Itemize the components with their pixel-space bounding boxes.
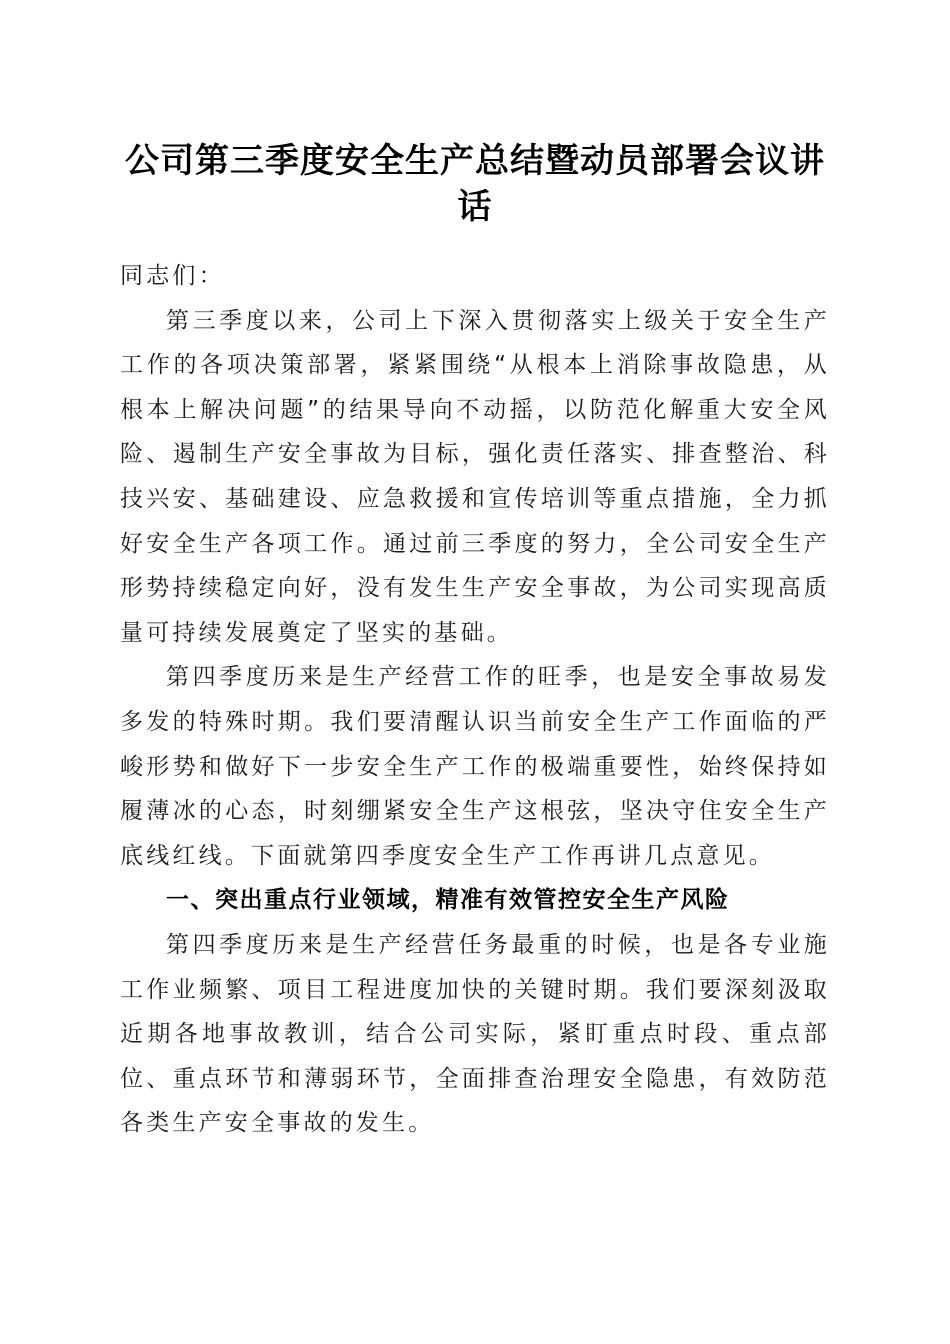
section-paragraph: 第四季度历来是生产经营任务最重的时候，也是各专业施工作业频繁、项目工程进度加快的关键时期。我们要深刻汲取近期各地事故教训，结合公司实际，紧盯重点时段、重点部位、重点环节和薄弱环节，全面排查治理安全隐患，有效防范各类生产安全事故的发生。 [120,931,830,1137]
document-body [120,254,830,1146]
section-heading: 一、突出重点行业领域，精准有效管控安全生产风险 [166,887,730,914]
paragraph-1: 第三季度以来，公司上下深入贯彻落实上级关于安全生产工作的各项决策部署，紧紧围绕“从根本上消除事故隐患，从根本上解决问题”的结果导向不动摇，以防范化解重大安全风险、遏制生产安全事故为目标，强化责任落实、排查整治、科技兴安、基础建设、应急救援和宣传培训等重点措施，全力抓好安全生产各项工作。通过前三季度的努力，全公司安全生产形势持续稳定向好，没有发生生产安全事故，为公司实现高质量可持续发展奠定了坚实的基础。 [120,307,830,646]
salutation: 同志们： [120,263,225,289]
paragraph-2: 第四季度历来是生产经营工作的旺季，也是安全事故易发多发的特殊时期。我们要清醒认识当前安全生产工作面临的严峻形势和做好下一步安全生产工作的极端重要性，始终保持如履薄冰的心态，时刻绷紧安全生产这根弦，坚决守住安全生产底线红线。下面就第四季度安全生产工作再讲几点意见。 [120,664,830,869]
document-title: 公司第三季度安全生产总结暨动员部署会议讲话 [125,141,825,227]
